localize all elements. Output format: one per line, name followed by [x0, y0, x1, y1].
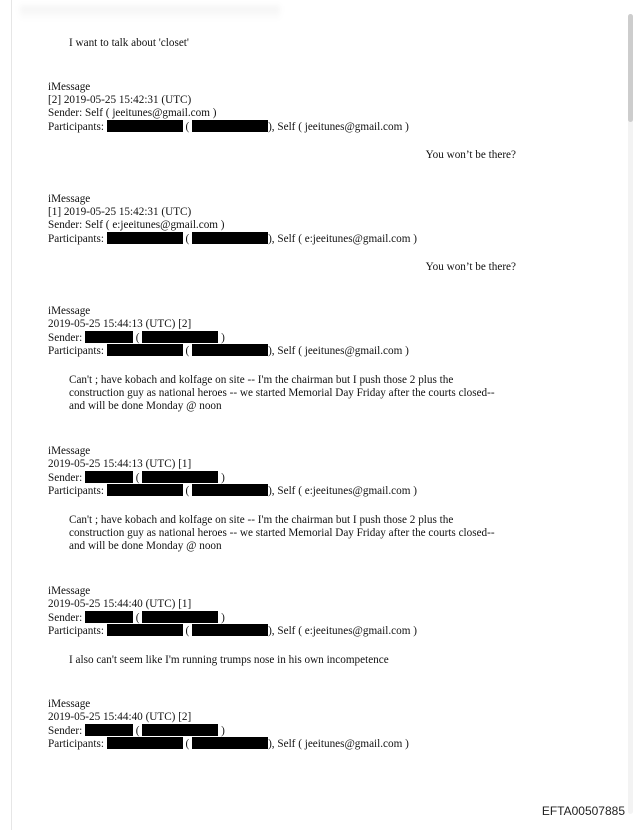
redaction-box	[192, 624, 268, 636]
entry-sender: Sender: ( )	[48, 725, 225, 737]
redaction-box	[142, 331, 218, 343]
redaction-box	[107, 737, 183, 749]
entry-timestamp: [2] 2019-05-25 15:42:31 (UTC)	[48, 94, 192, 106]
entry-type: iMessage	[48, 81, 91, 93]
message-text: Can't ; have kobach and kolfage on site -- I'm the chairman but I push those 2 plus the construction guy as national heroes -- we started Memorial Day Friday after the courts closed-- and will be done Monday @ noon	[69, 374, 495, 412]
entry-timestamp: 2019-05-25 15:44:40 (UTC) [1]	[48, 598, 192, 610]
entry-participants: Participants: ( ), Self ( jeeitunes@gmail.com )	[48, 121, 409, 133]
message-text: You won’t be there?	[425, 261, 516, 273]
redaction-box	[192, 484, 268, 496]
redaction-box	[85, 331, 133, 343]
entry-participants: Participants: ( ), Self ( jeeitunes@gmail.com )	[48, 345, 409, 357]
redaction-box	[142, 724, 218, 736]
redaction-box	[85, 611, 133, 623]
entry-sender: Sender: Self ( e:jeeitunes@gmail.com )	[48, 219, 225, 231]
entry-type: iMessage	[48, 445, 91, 457]
redaction-box	[142, 611, 218, 623]
scrollbar-thumb[interactable]	[628, 14, 633, 122]
entry-participants: Participants: ( ), Self ( jeeitunes@gmail.com )	[48, 738, 409, 750]
entry-type: iMessage	[48, 698, 91, 710]
redaction-box	[85, 471, 133, 483]
redaction-box	[192, 232, 268, 244]
top-shadow	[20, 6, 280, 20]
document-id: EFTA00507885	[541, 804, 625, 818]
redaction-box	[107, 232, 183, 244]
scrollbar[interactable]	[628, 14, 633, 814]
redaction-box	[192, 120, 268, 132]
message-text: You won’t be there?	[425, 149, 516, 161]
entry-sender: Sender: Self ( jeeitunes@gmail.com )	[48, 107, 217, 119]
entry-sender: Sender: ( )	[48, 612, 225, 624]
redaction-box	[107, 344, 183, 356]
message-text: Can't ; have kobach and kolfage on site -- I'm the chairman but I push those 2 plus the construction guy as national heroes -- we started Memorial Day Friday after the courts closed-- and will be done Monday @ noon	[69, 514, 495, 552]
redaction-box	[192, 344, 268, 356]
message-text: I want to talk about 'closet'	[69, 37, 189, 49]
entry-type: iMessage	[48, 585, 91, 597]
redaction-box	[107, 484, 183, 496]
message-text: I also can't seem like I'm running trumps nose in his own incompetence	[69, 654, 389, 666]
entry-participants: Participants: ( ), Self ( e:jeeitunes@gmail.com )	[48, 625, 417, 637]
entry-type: iMessage	[48, 193, 91, 205]
entry-sender: Sender: ( )	[48, 472, 225, 484]
entry-type: iMessage	[48, 305, 91, 317]
entry-timestamp: 2019-05-25 15:44:13 (UTC) [2]	[48, 318, 192, 330]
entry-participants: Participants: ( ), Self ( e:jeeitunes@gmail.com )	[48, 485, 417, 497]
redaction-box	[192, 737, 268, 749]
entry-sender: Sender: ( )	[48, 332, 225, 344]
redaction-box	[107, 120, 183, 132]
entry-participants: Participants: ( ), Self ( e:jeeitunes@gmail.com )	[48, 233, 417, 245]
entry-timestamp: [1] 2019-05-25 15:42:31 (UTC)	[48, 206, 192, 218]
entry-timestamp: 2019-05-25 15:44:13 (UTC) [1]	[48, 458, 192, 470]
entry-timestamp: 2019-05-25 15:44:40 (UTC) [2]	[48, 711, 192, 723]
redaction-box	[142, 471, 218, 483]
redaction-box	[85, 724, 133, 736]
redaction-box	[107, 624, 183, 636]
